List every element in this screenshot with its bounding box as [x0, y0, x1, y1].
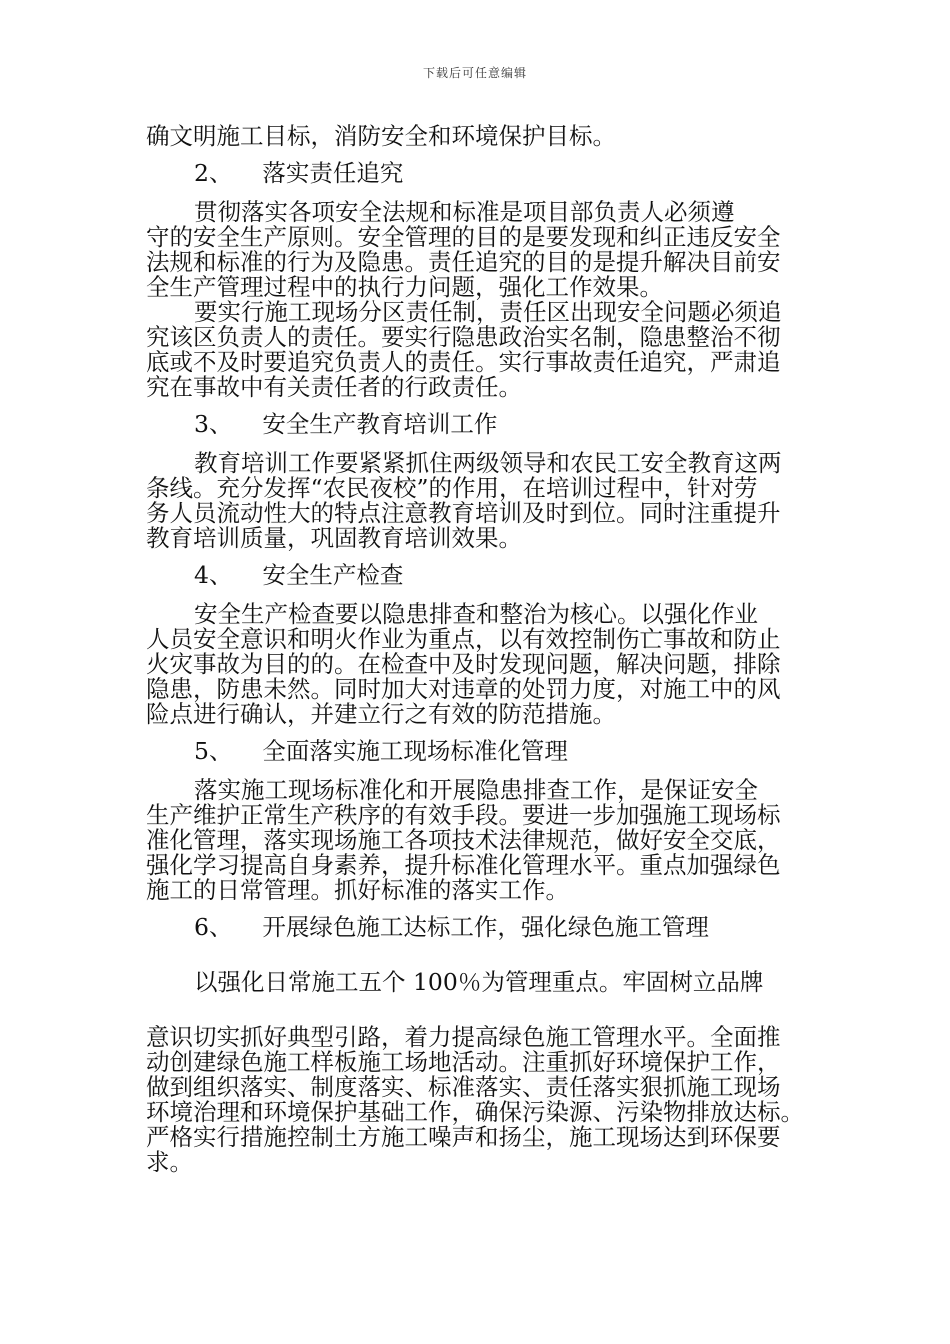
paragraph-line: 意识切实抓好典型引路，着力提高绿色施工管理水平。全面推 [146, 1023, 781, 1051]
paragraph-line: 以强化日常施工五个 100％为管理重点。牢固树立品牌 [194, 968, 764, 996]
paragraph-line: 落实施工现场标准化和开展隐患排查工作，是保证安全 [194, 776, 758, 804]
section-heading: 3、 安全生产教育培训工作 [194, 410, 498, 438]
paragraph-line: 环境治理和环境保护基础工作，确保污染源、污染物排放达标。 [146, 1098, 804, 1126]
paragraph-line: 务人员流动性大的特点注意教育培训及时到位。同时注重提升 [146, 499, 781, 527]
paragraph-line: 确文明施工目标，消防安全和环境保护目标。 [146, 122, 616, 150]
paragraph-line: 底或不及时要追究负责人的责任。实行事故责任追究，严肃追 [146, 348, 781, 376]
paragraph-line: 贯彻落实各项安全法规和标准是项目部负责人必须遵 [194, 198, 735, 226]
paragraph-line: 教育培训工作要紧紧抓住两级领导和农民工安全教育这两 [194, 449, 782, 477]
section-heading: 4、 安全生产检查 [194, 561, 404, 589]
paragraph-line: 究在事故中有关责任者的行政责任。 [146, 373, 522, 401]
paragraph-line: 守的安全生产原则。安全管理的目的是要发现和纠正违反安全 [146, 223, 781, 251]
page-header: 下载后可任意编辑 [422, 66, 527, 80]
paragraph-line: 求。 [146, 1148, 193, 1176]
paragraph-line: 火灾事故为目的的。在检查中及时发现问题，解决问题，排除 [146, 650, 781, 678]
paragraph-line: 法规和标准的行为及隐患。责任追究的目的是提升解决目前安 [146, 248, 781, 276]
paragraph-line: 教育培训质量，巩固教育培训效果。 [146, 524, 522, 552]
paragraph-line: 全生产管理过程中的执行力问题，强化工作效果。 [146, 273, 663, 301]
paragraph-line: 强化学习提高自身素养，提升标准化管理水平。重点加强绿色 [146, 851, 781, 879]
section-heading: 6、 开展绿色施工达标工作，强化绿色施工管理 [194, 913, 709, 941]
paragraph-line: 安全生产检查要以隐患排查和整治为核心。以强化作业 [194, 600, 758, 628]
paragraph-line: 条线。充分发挥“农民夜校”的作用，在培训过程中，针对劳 [146, 474, 758, 502]
paragraph-line: 施工的日常管理。抓好标准的落实工作。 [146, 876, 569, 904]
paragraph-line: 做到组织落实、制度落实、标准落实、责任落实狠抓施工现场 [146, 1073, 781, 1101]
paragraph-line: 隐患，防患未然。同时加大对违章的处罚力度，对施工中的风 [146, 675, 781, 703]
document-body [146, 124, 826, 1175]
paragraph-line: 生产维护正常生产秩序的有效手段。要进一步加强施工现场标 [146, 801, 781, 829]
paragraph-line: 险点进行确认，并建立行之有效的防范措施。 [146, 700, 616, 728]
paragraph-line: 要实行施工现场分区责任制，责任区出现安全问题必须追 [194, 298, 782, 326]
paragraph-line: 严格实行措施控制土方施工噪声和扬尘，施工现场达到环保要 [146, 1123, 781, 1151]
paragraph-line: 究该区负责人的责任。要实行隐患政治实名制，隐患整治不彻 [146, 323, 781, 351]
section-heading: 5、 全面落实施工现场标准化管理 [194, 737, 568, 765]
paragraph-line: 准化管理，落实现场施工各项技术法律规范，做好安全交底， [146, 826, 781, 854]
paragraph-line: 动创建绿色施工样板施工场地活动。注重抓好环境保护工作， [146, 1048, 781, 1076]
paragraph-line: 人员安全意识和明火作业为重点，以有效控制伤亡事故和防止 [146, 625, 781, 653]
section-heading: 2、 落实责任追究 [194, 159, 404, 187]
